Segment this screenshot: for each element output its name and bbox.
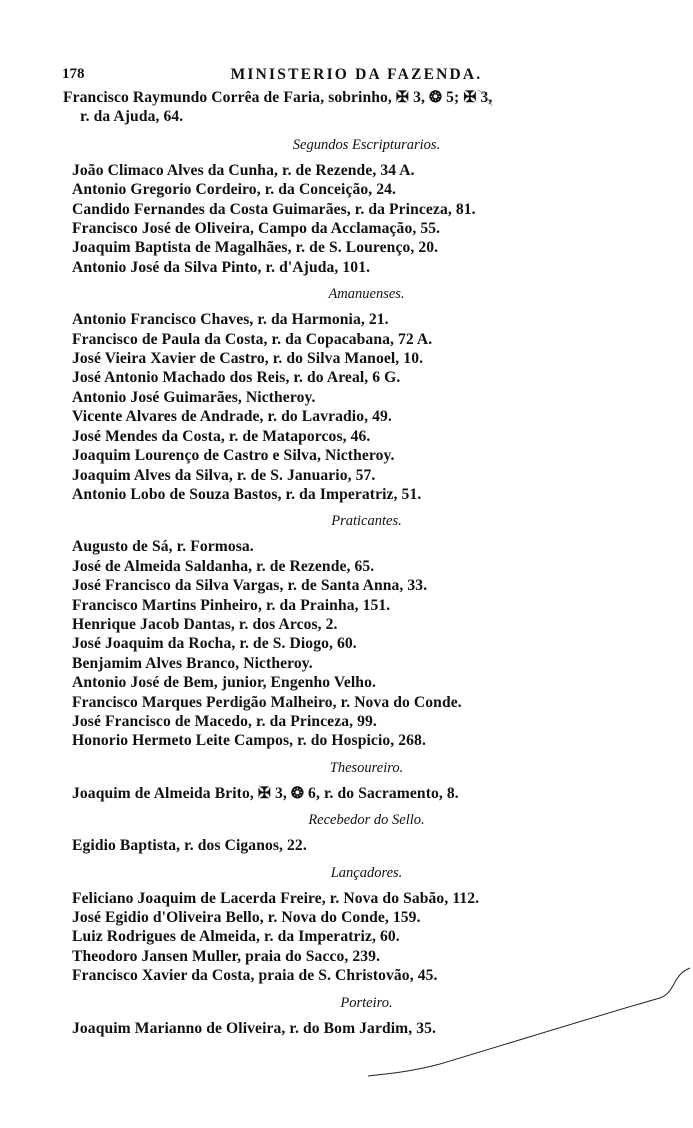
- list-item: Antonio José Guimarães, Nictheroy.: [72, 388, 316, 406]
- list-item: Antonio Gregorio Cordeiro, r. da Conceição, 24.: [72, 181, 397, 199]
- section-heading: Praticantes.: [331, 513, 402, 530]
- list-item: José Mendes da Costa, r. de Mataporcos, 46.: [72, 427, 371, 445]
- list-item: Theodoro Jansen Muller, praia do Sacco, 239.: [72, 947, 381, 965]
- section-heading: Lançadores.: [330, 864, 403, 881]
- list-item: Joaquim Alves da Silva, r. de S. Januario, 57.: [72, 466, 376, 484]
- list-item: Antonio Lobo de Souza Bastos, r. da Imperatriz, 51.: [72, 485, 422, 503]
- list-item: Joaquim Marianno de Oliveira, r. do Bom Jardim, 35.: [72, 1019, 437, 1037]
- list-item: Francisco de Paula da Costa, r. da Copacabana, 72 A.: [72, 330, 433, 348]
- list-item: José Antonio Machado dos Reis, r. do Areal, 6 G.: [72, 369, 401, 387]
- list-item: Benjamim Alves Branco, Nictheroy.: [72, 654, 313, 672]
- list-item: Joaquim Baptista de Magalhães, r. de S. Lourenço, 20.: [72, 239, 439, 257]
- list-item: Candido Fernandes da Costa Guimarães, r. da Princeza, 81.: [72, 200, 476, 218]
- list-item: Francisco Xavier da Costa, praia de S. Christovão, 45.: [72, 967, 438, 985]
- list-item: Henrique Jacob Dantas, r. dos Arcos, 2.: [72, 615, 338, 633]
- list-item: Antonio José da Silva Pinto, r. d'Ajuda, 101.: [72, 258, 371, 276]
- list-item: José Egidio d'Oliveira Bello, r. Nova do Conde, 159.: [72, 909, 421, 926]
- list-item: Antonio José de Bem, junior, Engenho Velho.: [72, 674, 376, 692]
- section-heading: Recebedor do Sello.: [308, 812, 425, 829]
- list-item: Antonio Francisco Chaves, r. da Harmonia, 21.: [72, 311, 389, 329]
- list-item: José de Almeida Saldanha, r. de Rezende, 65.: [72, 557, 375, 575]
- list-item: Luiz Rodrigues de Almeida, r. da Imperatriz, 60.: [72, 928, 400, 946]
- list-item: João Climaco Alves da Cunha, r. de Rezende, 34 A.: [72, 161, 415, 179]
- list-item: Francisco Marques Perdigão Malheiro, r. Nova do Conde.: [72, 693, 462, 711]
- list-item: José Vieira Xavier de Castro, r. do Silva Manoel, 10.: [72, 350, 424, 368]
- section-heading: Segundos Escripturarios.: [292, 136, 441, 153]
- section-heading: Amanuenses.: [328, 286, 405, 303]
- list-item: Francisco José de Oliveira, Campo da Acclamação, 55.: [72, 220, 441, 238]
- list-item: Egidio Baptista, r. dos Ciganos, 22.: [72, 837, 307, 855]
- list-item: Francisco Martins Pinheiro, r. da Prainha, 151.: [72, 596, 391, 614]
- list-item: Honorio Hermeto Leite Campos, r. do Hospicio, 268.: [72, 732, 426, 750]
- list-item: Joaquim de Almeida Brito, ✠ 3, ❂ 6, r. do Sacramento, 8.: [72, 784, 459, 802]
- list-item: José Francisco de Macedo, r. da Princeza, 99.: [72, 712, 377, 730]
- entry-line: Francisco Raymundo Corrêa de Faria, sobrinho, ✠ 3, ❂ 5; ✠ 3,: [63, 89, 493, 106]
- list-item: Feliciano Joaquim de Lacerda Freire, r. Nova do Sabão, 112.: [72, 889, 480, 907]
- list-item: Joaquim Lourenço de Castro e Silva, Nictheroy.: [72, 447, 395, 465]
- list-item: José Francisco da Silva Vargas, r. de Santa Anna, 33.: [72, 577, 428, 595]
- entry-line-continuation: r. da Ajuda, 64.: [80, 108, 184, 126]
- section-heading: Porteiro.: [340, 994, 393, 1011]
- list-item: Augusto de Sá, r. Formosa.: [72, 538, 254, 556]
- section-heading: Thesoureiro.: [329, 759, 404, 776]
- list-item: Vicente Alvares de Andrade, r. do Lavradio, 49.: [72, 408, 392, 426]
- page-title: MINISTERIO DA FAZENDA.: [230, 66, 483, 83]
- list-item: José Joaquim da Rocha, r. de S. Diogo, 60.: [72, 635, 357, 653]
- page-number: 178: [62, 66, 85, 82]
